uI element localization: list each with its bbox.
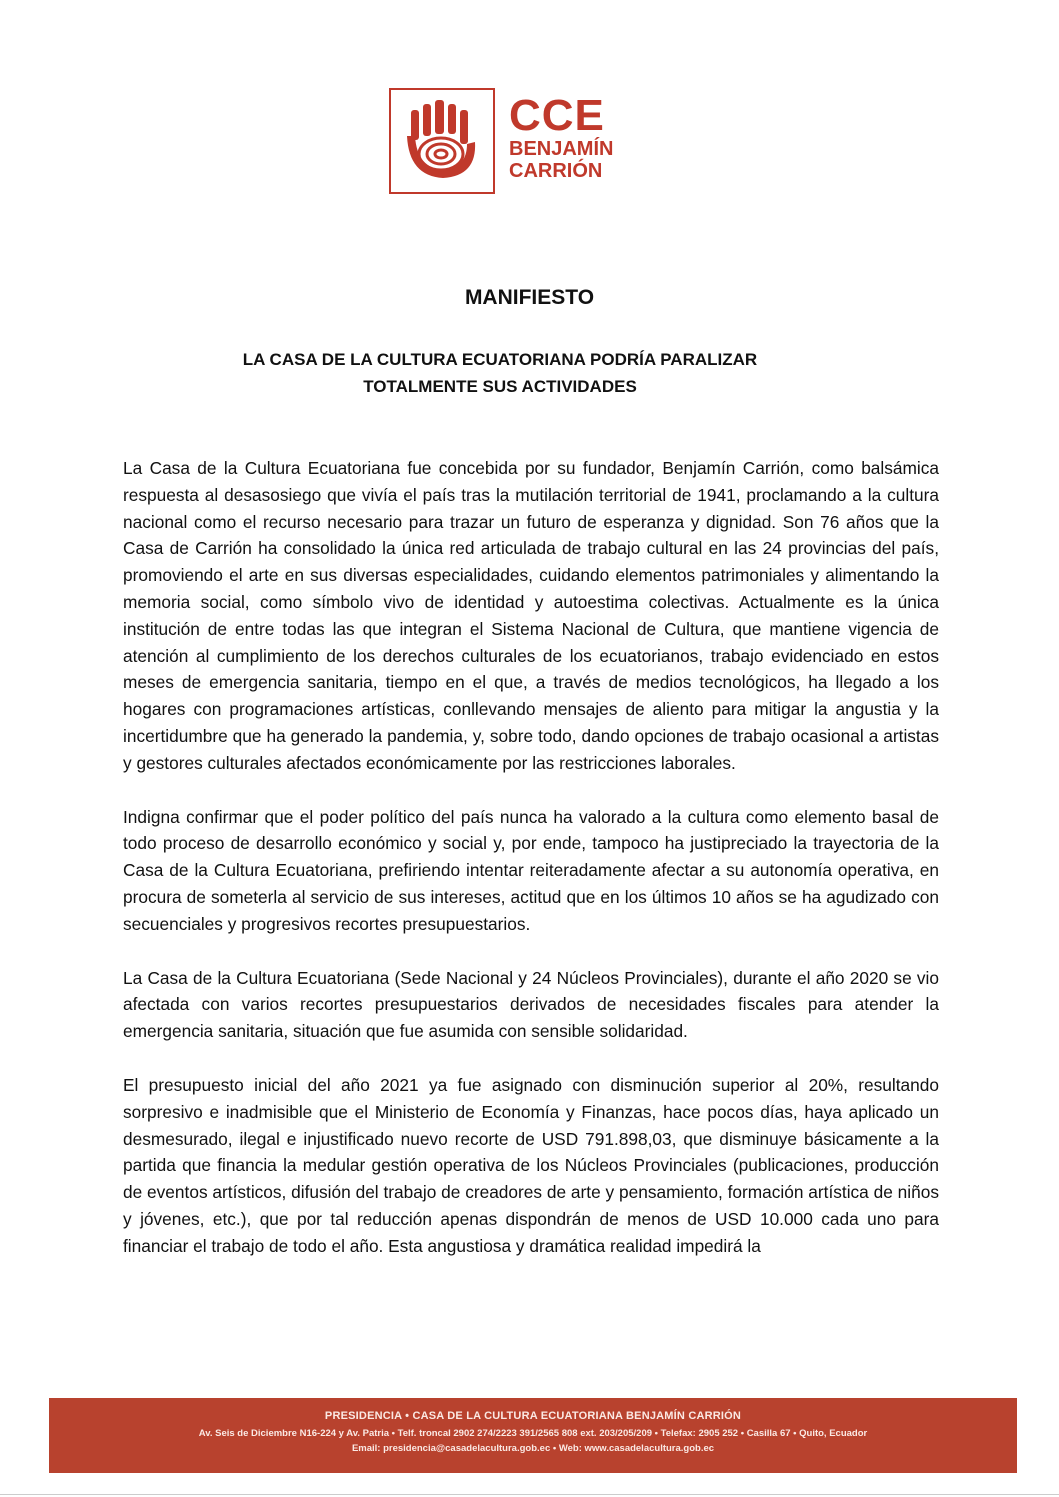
logo-wordmark xyxy=(509,91,614,182)
cce-emblem-icon xyxy=(389,88,495,194)
paragraph-1: La Casa de la Cultura Ecuatoriana fue concebida por su fundador, Benjamín Carrión, como balsámica respuesta al desasosiego que vivía el país tras la mutilación territorial de 1941, proclamando a la cultura nacional como el recurso necesario para trazar un futuro de esperanza y dignidad. Son 76 años que la Casa de Carrión ha consolidado la única red articulada de trabajo cultural en las 24 provincias del país, promoviendo el arte en sus diversas especialidades, cuidando elementos patrimoniales y alimentando la memoria social, como símbolo vivo de identidad y autoestima colectivas. Actualmente es la única institución de entre todas las que integran el Sistema Nacional de Cultura, que mantiene vigencia de atención al cumplimiento de los derechos culturales de los ecuatorianos, trabajo evidenciado en estos meses de emergencia sanitaria, tiempo en el que, a través de medios tecnológicos, ha llegado a los hogares con programaciones artísticas, conllevando mensajes de aliento para mitigar la angustia y la incertidumbre que ha generado la pandemia, y, sobre todo, dando opciones de trabajo ocasional a artistas y gestores culturales afectados económicamente por las restricciones laborales. xyxy=(123,458,939,773)
page-edge-divider xyxy=(0,1494,1059,1495)
paragraph-3: La Casa de la Cultura Ecuatoriana (Sede Nacional y 24 Núcleos Provinciales), durante el año 2020 se vio afectada con varios recortes presupuestarios derivados de necesidades fiscales para atender la emergencia sanitaria, situación que fue asumida con sensible solidaridad. xyxy=(123,967,939,1042)
subtitle-line2: TOTALMENTE SUS ACTIVIDADES xyxy=(363,377,637,396)
footer-contact-line: Email: presidencia@casadelacultura.gob.ec • Web: www.casadelacultura.gob.ec xyxy=(351,1443,715,1454)
footer-org-line: PRESIDENCIA • CASA DE LA CULTURA ECUATORIANA BENJAMÍN CARRIÓN xyxy=(324,1410,742,1422)
logo-acronym: CCE xyxy=(509,91,605,140)
footer-address-line: Av. Seis de Diciembre N16-224 y Av. Patria • Telf. troncal 2902 274/2223 391/2565 808 ext. 203/205/209 • Telefax: 2905 252 • Casilla 67 • Quito, Ecuador xyxy=(198,1428,868,1439)
document-body xyxy=(123,455,939,1260)
subtitle-line1: LA CASA DE LA CULTURA ECUATORIANA PODRÍA PARALIZAR xyxy=(242,350,758,369)
logo-name-line2: CARRIÓN xyxy=(509,160,603,182)
logo-name-line1: BENJAMÍN xyxy=(509,138,614,160)
cce-logo xyxy=(389,88,613,198)
letterhead-footer xyxy=(49,1398,1017,1473)
paragraph-4: El presupuesto inicial del año 2021 ya fue asignado con disminución superior al 20%, resultando sorpresivo e inadmisible que el Ministerio de Economía y Finanzas, hace pocos días, haya aplicado un desmesurado, ilegal e injustificado nuevo recorte de USD 791.898,03, que disminuye básicamente a la partida que financia la medular gestión operativa de los Núcleos Provinciales (publicaciones, producción de eventos artísticos, difusión del trabajo de creadores de arte y pensamiento, formación artística de niños y jóvenes, etc.), que por tal reducción apenas dispondrán de menos de USD 10.000 cada uno para financiar el trabajo de todo el año. Esta angustiosa y dramática realidad impedirá la xyxy=(123,1074,939,1256)
document-title: MANIFIESTO xyxy=(464,286,595,309)
paragraph-2: Indigna confirmar que el poder político del país nunca ha valorado a la cultura como elemento basal de todo proceso de desarrollo económico y social y, por ende, tampoco ha justipreciado la trayectoria de la Casa de la Cultura Ecuatoriana, prefiriendo intentar reiteradamente afectar a su autonomía operativa, en procura de someterla al servicio de sus intereses, actitud que en los últimos 10 años se ha agudizado con secuenciales y progresivos recortes presupuestarios. xyxy=(123,806,939,934)
document-subtitle xyxy=(200,346,800,400)
